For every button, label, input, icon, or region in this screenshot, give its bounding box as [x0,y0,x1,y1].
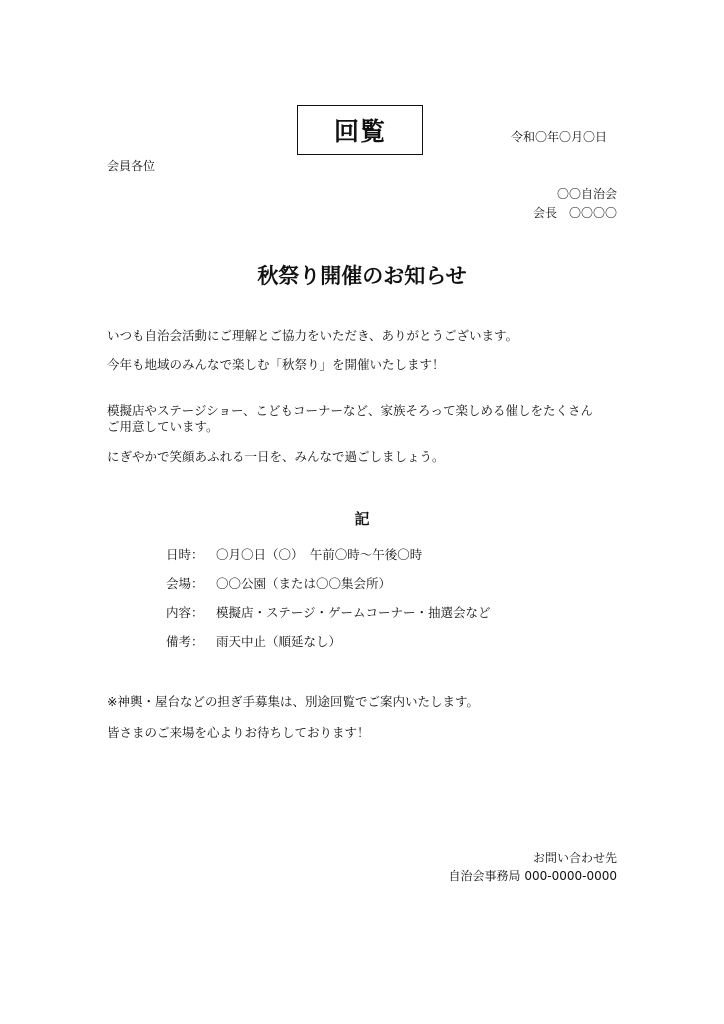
note-volunteers: ※神輿・屋台などの担ぎ手募集は、別途回覧でご案内いたします。 [107,694,479,709]
contact-info: 自治会事務局 000-0000-0000 [448,869,617,883]
detail-value: 〇月〇日（〇） 午前〇時～午後〇時 [216,547,423,562]
detail-row-venue [166,575,391,592]
note-closing: 皆さまのご来場を心よりお待ちしております！ [107,725,370,740]
document-title: 秋祭り開催のお知らせ [257,264,467,288]
sender-organization: 〇〇自治会 [556,187,617,201]
body-paragraph-3-line-1: 模擬店やステージショー、こどもコーナーなど、家族そろって楽しめる催しをたくさん [107,403,593,418]
detail-label: 備考： [166,634,204,649]
detail-value: 〇〇公園（または〇〇集会所） [216,576,392,591]
detail-row-content [166,604,491,621]
sender-name: 会長 〇〇〇〇 [532,206,617,220]
detail-value: 模擬店・ステージ・ゲームコーナー・抽選会など [216,605,491,620]
body-paragraph-1: いつも自治会活動にご理解とご協力をいただき、ありがとうございます。 [107,328,519,343]
detail-row-datetime [166,546,422,563]
detail-value: 雨天中止（順延なし） [216,634,342,649]
recipient: 会員各位 [107,159,156,173]
body-paragraph-4: にぎやかで笑顔あふれる一日を、みんなで過ごしましょう。 [107,449,445,464]
detail-label: 内容： [166,605,204,620]
body-paragraph-2: 今年も地域のみんなで楽しむ「秋祭り」を開催いたします！ [107,357,445,372]
body-paragraph-3-line-2: ご用意しています。 [107,419,219,434]
circular-stamp: 回覧 [297,105,423,155]
contact-label: お問い合わせ先 [532,851,617,865]
detail-label: 会場： [166,576,204,591]
detail-row-remarks [166,633,341,650]
issue-date: 令和〇年〇月〇日 [511,130,608,144]
ki-heading: 記 [354,510,370,528]
detail-label: 日時： [166,547,204,562]
